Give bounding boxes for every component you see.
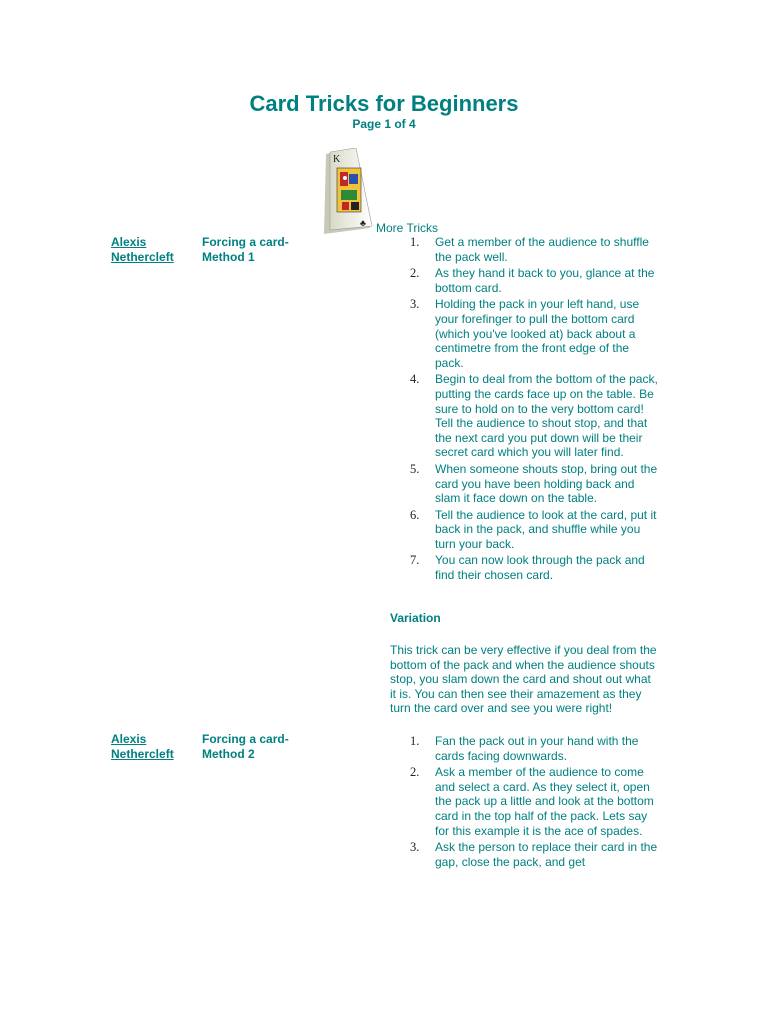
author-name-link[interactable] <box>111 732 174 761</box>
author-name-link[interactable] <box>111 235 174 264</box>
trick-steps-list <box>390 734 660 871</box>
trick-title-line2: Method 2 <box>202 746 255 761</box>
variation-text: This trick can be very effective if you deal from the bottom of the pack and when the audience shouts stop, you slam down the card and shout out what it is. You can then see their amazement as they turn the card over and see you were right! <box>390 643 657 716</box>
svg-text:♣: ♣ <box>360 218 366 228</box>
author-first-name: Alexis <box>111 235 147 249</box>
author-first-name: Alexis <box>111 732 147 746</box>
step-text: Ask the person to replace their card in the gap, close the pack, and get <box>435 840 658 869</box>
list-item <box>390 765 660 838</box>
step-number: 6. <box>410 507 420 522</box>
step-number: 2. <box>410 765 420 780</box>
list-item <box>390 734 660 763</box>
trick-title-line2: Method 1 <box>202 249 255 264</box>
page-indicator: Page 1 of 4 <box>352 117 416 131</box>
step-number: 3. <box>410 297 420 312</box>
list-item <box>390 235 660 264</box>
step-text: When someone shouts stop, bring out the card you have been holding back and slam it face down on the table. <box>435 461 658 506</box>
trick-title-line1: Forcing a card- <box>202 235 289 249</box>
step-number: 1. <box>410 235 420 249</box>
step-text: Holding the pack in your left hand, use your forefinger to pull the bottom card (which you've looked at) back about a centimetre from the front edge of the pack. <box>435 297 640 370</box>
author-last-name: Nethercleft <box>111 249 174 264</box>
step-text: Tell the audience to look at the card, put it back in the pack, and shuffle while you turn your back. <box>435 507 657 551</box>
svg-text:K: K <box>333 154 341 165</box>
step-text: Get a member of the audience to shuffle the pack well. <box>435 235 649 264</box>
list-item <box>390 462 660 506</box>
trick-steps-list <box>390 235 660 585</box>
document-title: Card Tricks for Beginners <box>249 91 519 116</box>
step-number: 3. <box>410 840 420 855</box>
step-text: You can now look through the pack and find their chosen card. <box>435 553 645 583</box>
step-number: 1. <box>410 734 420 748</box>
playing-card-icon <box>320 148 378 234</box>
step-number: 4. <box>410 372 420 387</box>
list-item <box>390 840 660 869</box>
list-item <box>390 266 660 295</box>
list-item <box>390 297 660 370</box>
list-item <box>390 372 660 460</box>
author-last-name: Nethercleft <box>111 746 174 761</box>
trick-title <box>202 235 289 264</box>
list-item <box>390 508 660 552</box>
step-number: 5. <box>410 461 420 476</box>
step-text: Begin to deal from the bottom of the pack, putting the cards face up on the table. Be sure to hold on to the very bottom card! Tell the audience to shout stop, and that the next card you put down will be their secret card which you will later find. <box>435 372 658 460</box>
trick-title <box>202 732 289 761</box>
step-text: Fan the pack out in your hand with the cards facing downwards. <box>435 734 639 763</box>
step-text: As they hand it back to you, glance at the bottom card. <box>435 266 655 295</box>
more-tricks-link[interactable]: More Tricks <box>376 221 439 235</box>
list-item <box>390 553 660 582</box>
variation-heading: Variation <box>390 611 441 625</box>
trick-title-line1: Forcing a card- <box>202 732 289 746</box>
step-text: Ask a member of the audience to come and select a card. As they select it, open the pack up a little and look at the bottom card in the top half of the pack. Lets say for this example it is the ace of spades. <box>435 765 654 838</box>
step-number: 7. <box>410 553 420 568</box>
step-number: 2. <box>410 266 420 281</box>
